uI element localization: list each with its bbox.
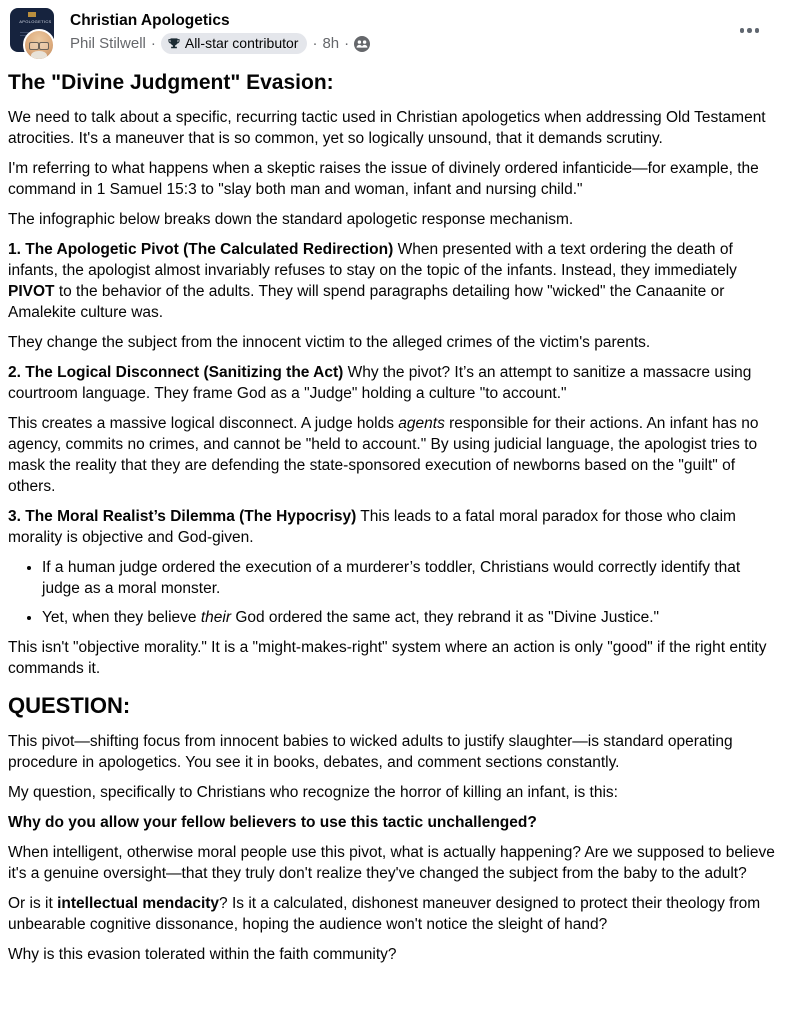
- post-timestamp[interactable]: 8h: [322, 35, 340, 52]
- post-paragraph: They change the subject from the innocent victim to the alleged crimes of the victim's parents.: [8, 334, 651, 351]
- group-avatar-emblem: [28, 12, 36, 17]
- post-paragraph: This creates a massive logical disconnect. A judge holds agents responsible for their actions. An infant has no agency, commits no crimes, and cannot be "held to account." By using judicial language, the apologist tries to mask the reality that they are defending the state-sponsored execution of newborns based on the "guilt" of others.: [8, 415, 759, 495]
- meta-separator: ·: [344, 35, 350, 52]
- trophy-icon: [167, 37, 181, 51]
- more-options-button[interactable]: [738, 22, 762, 39]
- dot: [747, 28, 752, 33]
- post-paragraph: Why is this evasion tolerated within the faith community?: [8, 946, 397, 963]
- post-header: [0, 0, 785, 58]
- avatar-beard: [31, 51, 47, 61]
- post-paragraph: This pivot—shifting focus from innocent babies to wicked adults to justify slaughter—is standard operating procedure in apologetics. You see it in books, debates, and comment sections constantly.: [8, 733, 733, 771]
- post-heading: QUESTION:: [8, 693, 131, 718]
- contributor-badge-label: All-star contributor: [184, 35, 299, 51]
- post-paragraph: My question, specifically to Christians who recognize the horror of killing an infant, is this:: [8, 784, 618, 801]
- post-bullet-item: • If a human judge ordered the execution of a murderer’s toddler, Christians would correctly identify that judge as a moral monster.: [42, 557, 777, 599]
- dot: [740, 28, 745, 33]
- post-paragraph: This isn't "objective morality." It is a "might-makes-right" system where an action is only "good" if the right entity commands it.: [8, 639, 767, 677]
- post-paragraph: 1. The Apologetic Pivot (The Calculated Redirection) When presented with a text ordering the death of infants, the apologist almost invariably refuses to stay on the topic of the infants. Instead, they immediately PIVOT to the behavior of the adults. They will spend paragraphs detailing how "wicked" the Canaanite or Amalekite culture was.: [8, 241, 737, 321]
- group-name-link[interactable]: Christian Apologetics: [70, 12, 230, 29]
- post-paragraph: Or is it intellectual mendacity? Is it a calculated, dishonest maneuver designed to protect their theology from unbearable cognitive dissonance, hoping the audience won't notice the sleight of hand?: [8, 895, 761, 933]
- post-paragraph: We need to talk about a specific, recurring tactic used in Christian apologetics when addressing Old Testament atrocities. It's a maneuver that is so common, yet so logically unsound, that it demands scrutiny.: [8, 109, 766, 147]
- post-body: [0, 58, 785, 965]
- post-paragraph: When intelligent, otherwise moral people use this pivot, what is actually happening? Are we supposed to believe it's a genuine oversight—that they truly don't realize they've changed the subject from the baby to the adult?: [8, 844, 775, 882]
- contributor-badge[interactable]: [161, 33, 308, 54]
- post-paragraph: Why do you allow your fellow believers to use this tactic unchallenged?: [8, 814, 537, 831]
- post-bullet-item: • Yet, when they believe their God ordered the same act, they rebrand it as "Divine Justice.": [42, 607, 777, 628]
- post-paragraph: The infographic below breaks down the standard apologetic response mechanism.: [8, 211, 574, 228]
- author-avatar-photo[interactable]: [23, 29, 55, 61]
- post-paragraph: 2. The Logical Disconnect (Sanitizing the Act) Why the pivot? It’s an attempt to sanitize a massacre using courtroom language. They frame God as a "Judge" holding a culture "to account.": [8, 364, 752, 402]
- post-meta-line: [70, 33, 370, 54]
- post-paragraph: 3. The Moral Realist’s Dilemma (The Hypocrisy) This leads to a fatal moral paradox for those who claim morality is objective and God-given.: [8, 508, 736, 546]
- group-avatar[interactable]: [10, 8, 60, 58]
- group-avatar-label: APOLOGETICS: [19, 20, 52, 25]
- post-heading: The "Divine Judgment" Evasion:: [8, 71, 334, 94]
- dot: [755, 28, 760, 33]
- post-paragraph: I'm referring to what happens when a skeptic raises the issue of divinely ordered infanticide—for example, the command in 1 Samuel 15:3 to "slay both man and woman, infant and nursing child.": [8, 160, 759, 198]
- group-members-icon: [354, 36, 370, 52]
- meta-separator: ·: [150, 35, 156, 52]
- author-name-link[interactable]: Phil Stilwell: [70, 35, 146, 52]
- avatar-glasses: [28, 42, 50, 48]
- post-bullet-list: [8, 557, 777, 628]
- header-text: [70, 8, 370, 54]
- meta-separator: ·: [312, 35, 318, 52]
